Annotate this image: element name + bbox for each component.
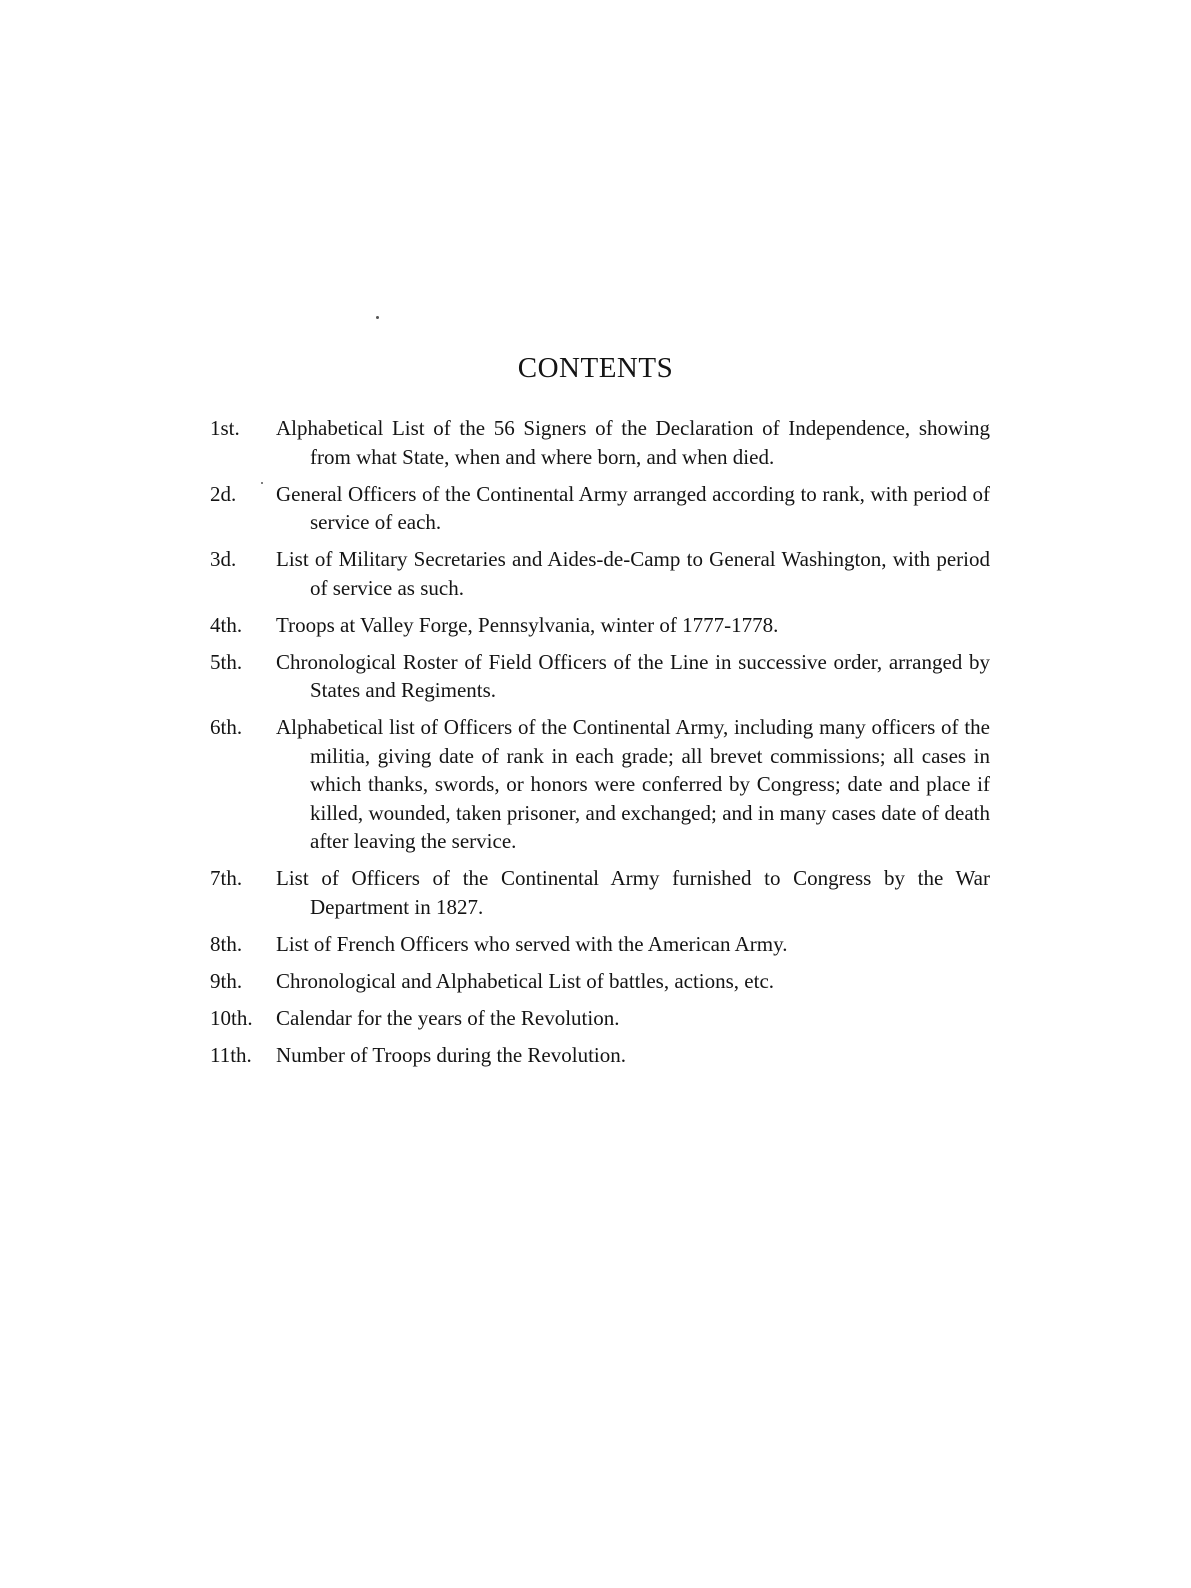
entry-number: 11th.	[210, 1042, 252, 1067]
list-item	[210, 967, 990, 996]
entry-text: Chronological Roster of Field Officers of the Line in successive order, arranged by States and Regiments.	[276, 649, 990, 702]
list-item	[210, 480, 990, 537]
list-item	[210, 648, 990, 705]
entry-number: 10th.	[210, 1005, 253, 1030]
contents-list	[210, 414, 990, 1078]
entry-number: 1st.	[210, 416, 240, 440]
entry-text: Alphabetical list of Officers of the Continental Army, including many officers of the militia, giving date of rank in each grade; all brevet commissions; all cases in which thanks, swords, or honors were conferred by Congress; date and place if killed, wounded, taken prisoner, and exchanged; and in many cases date of death after leaving the service.	[276, 715, 990, 853]
list-item	[210, 930, 990, 959]
print-speck	[376, 316, 379, 319]
entry-number: 4th.	[210, 612, 243, 637]
entry-text: Alphabetical List of the 56 Signers of the Declaration of Independence, showing from what State, when and where born, and when died.	[276, 416, 990, 469]
entry-number: 5th.	[210, 649, 243, 674]
list-item	[210, 414, 990, 471]
entry-number: 8th.	[210, 931, 243, 956]
list-item	[210, 1004, 990, 1033]
entry-number: 6th.	[210, 715, 243, 739]
page-title: CONTENTS	[517, 352, 674, 384]
list-item	[210, 611, 990, 640]
entry-text: Chronological and Alphabetical List of battles, actions, etc.	[276, 968, 775, 993]
list-item	[210, 1041, 990, 1070]
list-item	[210, 545, 990, 602]
entry-text: List of French Officers who served with the American Army.	[276, 931, 788, 956]
entry-text: Calendar for the years of the Revolution.	[276, 1005, 620, 1030]
list-item	[210, 713, 990, 856]
entry-number: 7th.	[210, 866, 243, 890]
entry-text: Number of Troops during the Revolution.	[276, 1042, 626, 1067]
list-item	[210, 864, 990, 921]
entry-number: 9th.	[210, 968, 243, 993]
entry-text: Troops at Valley Forge, Pennsylvania, winter of 1777-1778.	[276, 612, 779, 637]
entry-number: 2d.	[210, 481, 237, 506]
entry-text: List of Military Secretaries and Aides-de-Camp to General Washington, with period of service as such.	[276, 547, 990, 600]
entry-text: List of Officers of the Continental Army furnished to Congress by the War Department in 1827.	[276, 866, 990, 919]
entry-text: General Officers of the Continental Army arranged according to rank, with period of service of each.	[276, 481, 990, 534]
entry-number: 3d.	[210, 547, 237, 571]
